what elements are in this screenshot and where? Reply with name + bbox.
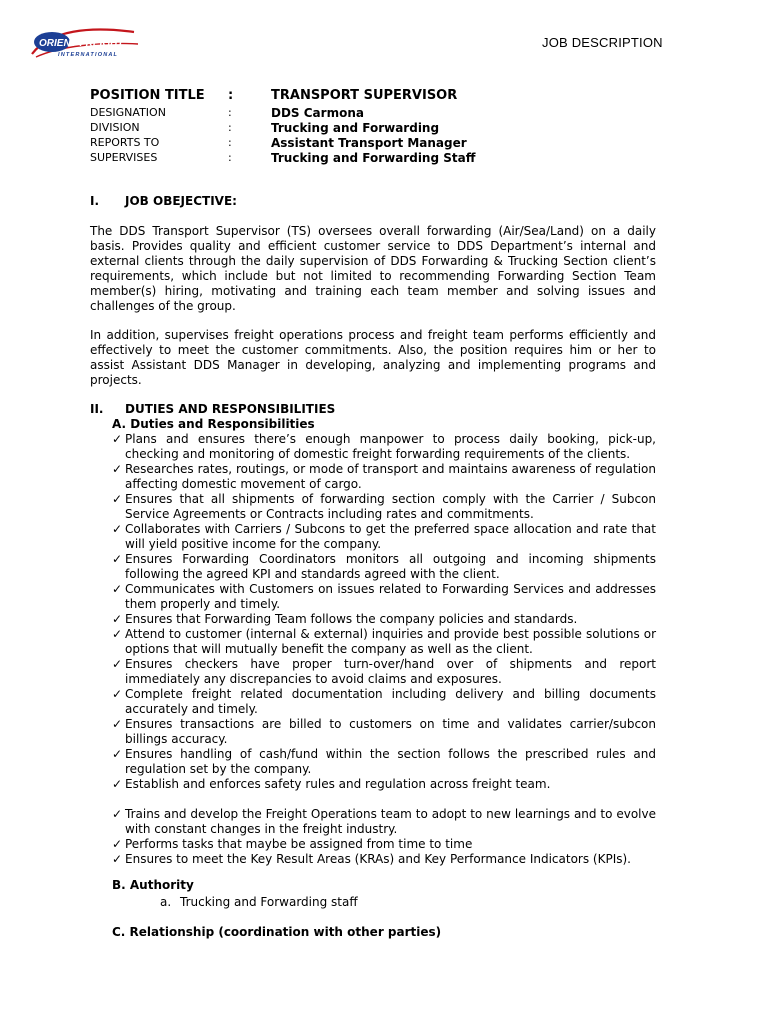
info-value: TRANSPORT SUPERVISOR [271, 88, 458, 103]
section-heading-job-objective [90, 194, 237, 208]
section-heading-duties [90, 402, 335, 416]
check-icon: ✓ [112, 522, 123, 536]
document-type-label: JOB DESCRIPTION [542, 35, 663, 50]
duty-text: Attend to customer (internal & external) inquiries and provide best possible solutions or options that will mutually benefit the company as well as the client. [125, 627, 656, 656]
info-key: DESIGNATION [90, 106, 166, 119]
check-icon: ✓ [112, 627, 123, 641]
check-icon: ✓ [112, 807, 123, 821]
duties-list [112, 432, 656, 867]
subheading-authority: B. Authority [112, 878, 194, 892]
list-item [112, 582, 656, 612]
check-icon: ✓ [112, 552, 123, 566]
check-icon: ✓ [112, 657, 123, 671]
logo-subtext: INTERNATIONAL [58, 52, 119, 58]
info-value: Trucking and Forwarding Staff [271, 151, 476, 165]
subheading-duties: A. Duties and Responsibilities [112, 417, 315, 431]
list-item [112, 777, 656, 792]
list-item [112, 522, 656, 552]
list-item [112, 807, 656, 837]
check-icon: ✓ [112, 492, 123, 506]
info-key: POSITION TITLE [90, 88, 205, 103]
duty-text: Complete freight related documentation including delivery and billing documents accurately and timely. [125, 687, 656, 716]
info-value: DDS Carmona [271, 106, 364, 120]
check-icon: ✓ [112, 462, 123, 476]
duty-text: Establish and enforces safety rules and regulation across freight team. [125, 777, 551, 791]
logo-text: ORIENT FREIGHT [39, 38, 124, 49]
list-item [112, 612, 656, 627]
section-number: II. [90, 402, 104, 416]
info-colon: : [228, 106, 232, 119]
list-item [112, 552, 656, 582]
check-icon: ✓ [112, 432, 123, 446]
info-key: DIVISION [90, 121, 140, 134]
section-number: I. [90, 194, 100, 208]
orient-freight-logo-icon [30, 24, 142, 60]
duty-text: Plans and ensures there’s enough manpower to process daily booking, pick-up, checking and monitoring of domestic freight forwarding requirements of the clients. [125, 432, 656, 461]
duty-text: Ensures to meet the Key Result Areas (KRAs) and Key Performance Indicators (KPIs). [125, 852, 631, 866]
company-logo [30, 24, 142, 60]
objective-paragraph-2: In addition, supervises freight operations process and freight team performs efficiently and effectively to meet the customer commitments. Also, the position requires him or her to assist Assistant DDS Manager in developing, analyzing and implementing programs and projects. [90, 328, 656, 387]
list-item [112, 687, 656, 717]
objective-paragraph-1: The DDS Transport Supervisor (TS) oversees overall forwarding (Air/Sea/Land) on a daily basis. Provides quality and efficient customer service to DDS Department’s internal and external clients through the daily supervision of DDS Forwarding & Trucking Section client’s requirements, which include but not limited to recommending Forwarding Section Team member(s) hiring, motivating and training each team member and solving issues and challenges of the group. [90, 224, 656, 313]
info-colon: : [228, 151, 232, 164]
duty-text: Ensures checkers have proper turn-over/hand over of shipments and report immediately any discrepancies to avoid claims and exposures. [125, 657, 656, 686]
info-value: Assistant Transport Manager [271, 136, 467, 150]
list-item [112, 657, 656, 687]
duty-text: Ensures handling of cash/fund within the section follows the prescribed rules and regulation set by the company. [125, 747, 656, 776]
duty-text: Trains and develop the Freight Operations team to adopt to new learnings and to evolve with constant changes in the freight industry. [125, 807, 656, 836]
list-item [112, 627, 656, 657]
check-icon: ✓ [112, 582, 123, 596]
duty-text: Researches rates, routings, or mode of transport and maintains awareness of regulation affecting domestic movement of cargo. [125, 462, 656, 491]
check-icon: ✓ [112, 747, 123, 761]
info-colon: : [228, 88, 234, 103]
duty-text: Ensures that Forwarding Team follows the company policies and standards. [125, 612, 578, 626]
authority-item [160, 895, 358, 909]
duty-text: Communicates with Customers on issues related to Forwarding Services and addresses them properly and timely. [125, 582, 656, 611]
duty-text: Collaborates with Carriers / Subcons to get the preferred space allocation and rate that will yield positive income for the company. [125, 522, 656, 551]
duty-text: Ensures that all shipments of forwarding section comply with the Carrier / Subcon Service Agreements or Contracts including rates and commitments. [125, 492, 656, 521]
list-item [112, 747, 656, 777]
info-key: SUPERVISES [90, 151, 158, 164]
check-icon: ✓ [112, 852, 123, 866]
section-title: JOB OBEJECTIVE: [125, 194, 237, 208]
check-icon: ✓ [112, 687, 123, 701]
list-item [112, 492, 656, 522]
check-icon: ✓ [112, 717, 123, 731]
info-colon: : [228, 121, 232, 134]
authority-text: Trucking and Forwarding staff [180, 895, 358, 909]
list-item [112, 717, 656, 747]
info-value: Trucking and Forwarding [271, 121, 440, 135]
check-icon: ✓ [112, 837, 123, 851]
info-colon: : [228, 136, 232, 149]
duty-text: Performs tasks that maybe be assigned from time to time [125, 837, 473, 851]
info-key: REPORTS TO [90, 136, 160, 149]
check-icon: ✓ [112, 612, 123, 626]
list-item [112, 852, 656, 867]
check-icon: ✓ [112, 777, 123, 791]
authority-letter: a. [160, 895, 172, 909]
duty-text: Ensures transactions are billed to customers on time and validates carrier/subcon billings accuracy. [125, 717, 656, 746]
section-title: DUTIES AND RESPONSIBILITIES [125, 402, 336, 416]
list-item [112, 432, 656, 462]
duty-text: Ensures Forwarding Coordinators monitors all outgoing and incoming shipments following the agreed KPI and standards agreed with the client. [125, 552, 656, 581]
list-item [112, 837, 656, 852]
list-item [112, 462, 656, 492]
subheading-relationship: C. Relationship (coordination with other parties) [112, 925, 442, 939]
